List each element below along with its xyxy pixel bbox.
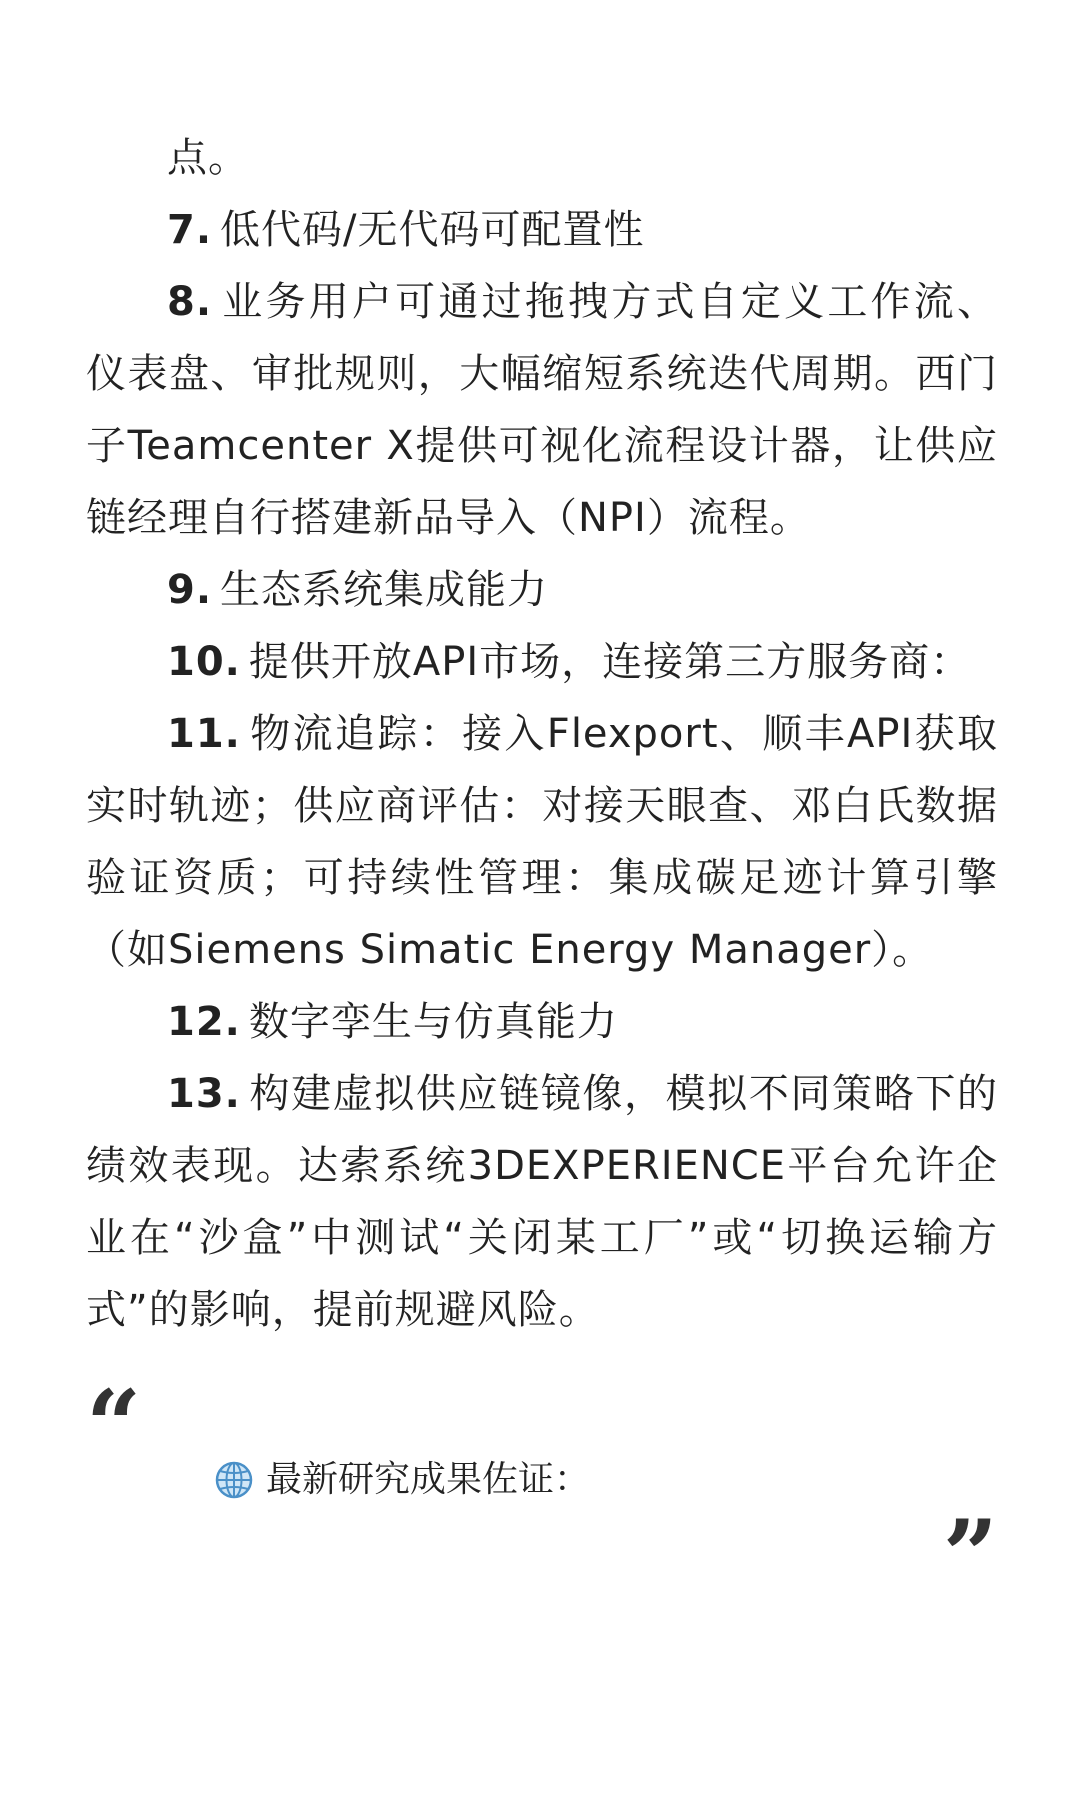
paragraph-text: 生态系统集成能力 (220, 567, 549, 613)
paragraph-text: 提供开放API市场，连接第三方服务商： (248, 639, 972, 685)
paragraph-text: 数字孪生与仿真能力 (248, 999, 618, 1045)
paragraph-number: 12. (167, 999, 241, 1045)
paragraph-continuation (86, 122, 998, 194)
paragraph-7 (86, 194, 998, 266)
close-quote-mark: ” (942, 1499, 998, 1612)
paragraph-9 (86, 554, 998, 626)
blockquote (86, 1369, 998, 1612)
paragraph-number: 7. (167, 207, 213, 253)
paragraph-number: 8. (167, 279, 213, 325)
paragraph-12 (86, 986, 998, 1058)
paragraph-11 (86, 698, 998, 986)
paragraph-text: 低代码/无代码可配置性 (220, 207, 645, 253)
quote-line (214, 1450, 590, 1510)
paragraph-text: 物流追踪：接入Flexport、顺丰API获取实时轨迹；供应商评估：对接天眼查、邓白氏数据验证资质；可持续性管理：集成碳足迹计算引擎（如Siemens Simatic Energy Manager）。 (86, 711, 998, 973)
paragraph-number: 13. (167, 1071, 241, 1117)
paragraph-text: 构建虚拟供应链镜像，模拟不同策略下的绩效表现。达索系统3DEXPERIENCE平台允许企业在“沙盒”中测试“关闭某工厂”或“切换运输方式”的影响，提前规避风险。 (86, 1071, 998, 1333)
paragraph-number: 9. (167, 567, 213, 613)
paragraph-number: 11. (167, 711, 241, 757)
paragraph-number: 10. (167, 639, 241, 685)
paragraph-text: 点。 (167, 135, 249, 181)
paragraph-13 (86, 1058, 998, 1346)
paragraph-8 (86, 266, 998, 554)
open-quote-mark: “ (86, 1369, 142, 1482)
quote-text: 最新研究成果佐证： (266, 1459, 591, 1500)
globe-icon (214, 1460, 254, 1500)
article-body (86, 122, 998, 1346)
paragraph-text: 业务用户可通过拖拽方式自定义工作流、仪表盘、审批规则，大幅缩短系统迭代周期。西门子Teamcenter X提供可视化流程设计器，让供应链经理自行搭建新品导入（NPI）流程。 (86, 279, 998, 541)
paragraph-10 (86, 626, 998, 698)
